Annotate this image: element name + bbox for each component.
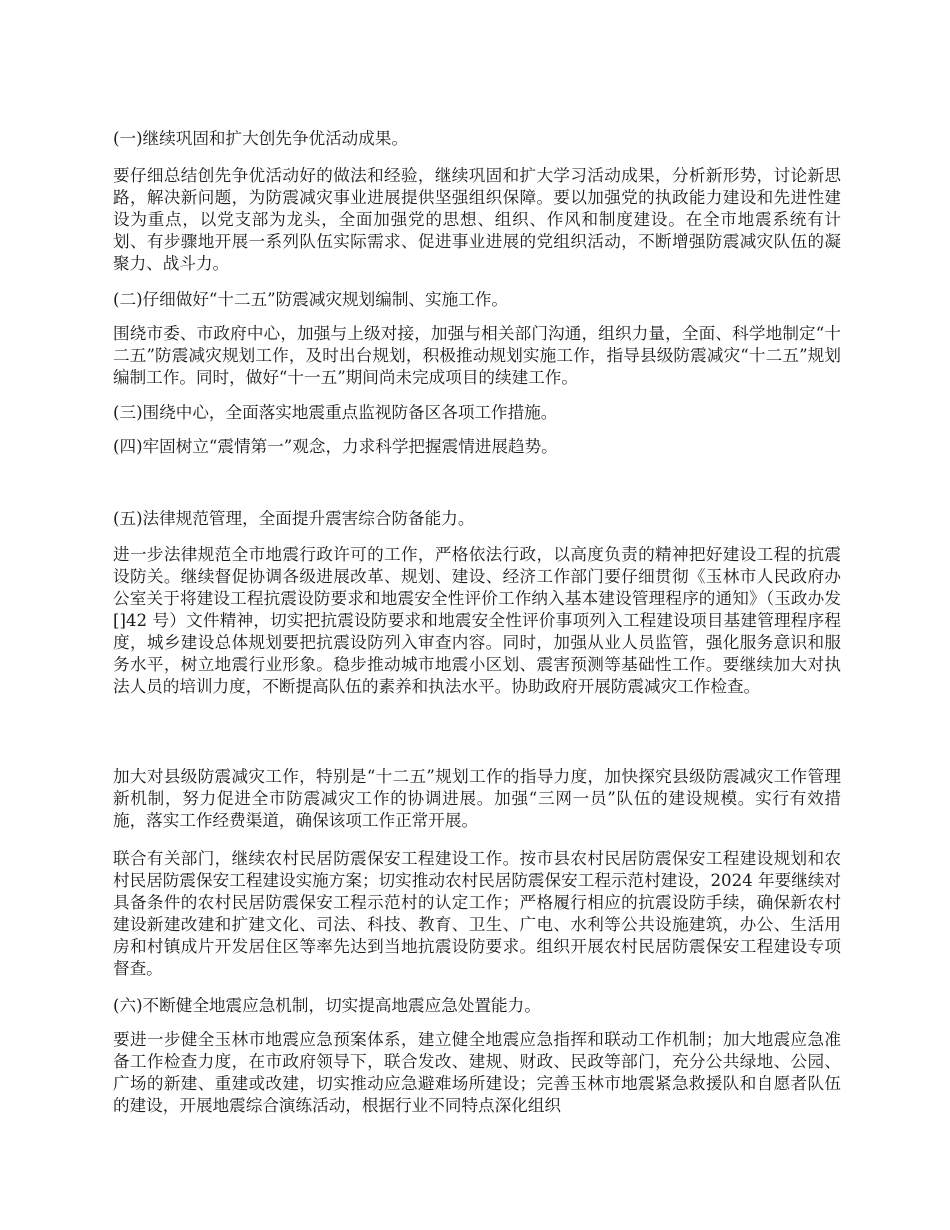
section-heading-1: (一)继续巩固和扩大创先争优活动成果。 (113, 129, 409, 148)
body-paragraph-4: 加大对县级防震减灾工作，特别是“十二五”规划工作的指导力度，加快探究县级防震减灾工作管理新机制，努力促进全市防震减灾工作的协调进展。加强“三网一员”队伍的建设规模。实行有效措施，落实工作经费渠道，确保该项工作正常开展。 (113, 767, 841, 830)
section-heading-6: (六)不断健全地震应急机制，切实提高地震应急处置能力。 (113, 996, 541, 1015)
body-paragraph-3: 进一步法律规范全市地震行政许可的工作，严格依法行政，以高度负责的精神把好建设工程的抗震设防关。继续督促协调各级进展改革、规划、建设、经济工作部门要仔细贯彻《玉林市人民政府办公室关于将建设工程抗震设防要求和地震安全性评价工作纳入基本建设管理程序的通知》（玉政办发[]42 号）文件精神，切实把抗震设防要求和地震安全性评价事项列入工程建设项目基建管理程序程度，城乡建设总体规划要把抗震设防列入审查内容。同时，加强从业人员监管，强化服务意识和服务水平，树立地震行业形象。稳步推动城市地震小区划、震害预测等基础性工作。要继续加大对执法人员的培训力度，不断提高队伍的素养和执法水平。协助政府开展防震减灾工作检查。 (113, 545, 841, 696)
body-paragraph-6: 要进一步健全玉林市地震应急预案体系，建立健全地震应急指挥和联动工作机制；加大地震应急准备工作检查力度，在市政府领导下，联合发改、建规、财政、民政等部门，充分公共绿地、公园、广场的新建、重建或改建，切实推动应急避难场所建设；完善玉林市地震紧急救援队和自愿者队伍的建设，开展地震综合演练活动，根据行业不同特点深化组织 (113, 1030, 841, 1115)
section-heading-3: (三)围绕中心，全面落实地震重点监视防备区各项工作措施。 (113, 403, 558, 422)
section-heading-5: (五)法律规范管理，全面提升震害综合防备能力。 (113, 509, 475, 528)
section-heading-2: (二)仔细做好“十二五”防震减灾规划编制、实施工作。 (113, 290, 508, 309)
body-paragraph-2: 围绕市委、市政府中心，加强与上级对接，加强与相关部门沟通，组织力量，全面、科学地制定“十二五”防震减灾规划工作，及时出台规划，积极推动规划实施工作，指导县级防震减灾“十二五”规划编制工作。同时，做好“十一五”期间尚未完成项目的续建工作。 (113, 324, 841, 387)
body-paragraph-1: 要仔细总结创先争优活动好的做法和经验，继续巩固和扩大学习活动成果，分析新形势，讨论新思路，解决新问题，为防震减灾事业进展提供坚强组织保障。要以加强党的执政能力建设和先进性建设为重点，以党支部为龙头，全面加强党的思想、组织、作风和制度建设。在全市地震系统有计划、有步骤地开展一系列队伍实际需求、促进事业进展的党组织活动，不断增强防震减灾队伍的凝聚力、战斗力。 (113, 166, 841, 273)
section-heading-4: (四)牢固树立“震情第一”观念，力求科学把握震情进展趋势。 (113, 437, 558, 456)
body-paragraph-5: 联合有关部门，继续农村民居防震保安工程建设工作。按市县农村民居防震保安工程建设规划和农村民居防震保安工程建设实施方案；切实推动农村民居防震保安工程示范村建设，2024 年要继续对具备条件的农村民居防震保安工程示范村的认定工作；严格履行相应的抗震设防手续，确保新农村建设新建改建和扩建文化、司法、科技、教育、卫生、广电、水利等公共设施建筑，办公、生活用房和村镇成片开发居住区等率先达到当地抗震设防要求。组织开展农村民居防震保安工程建设专项督查。 (113, 849, 841, 978)
